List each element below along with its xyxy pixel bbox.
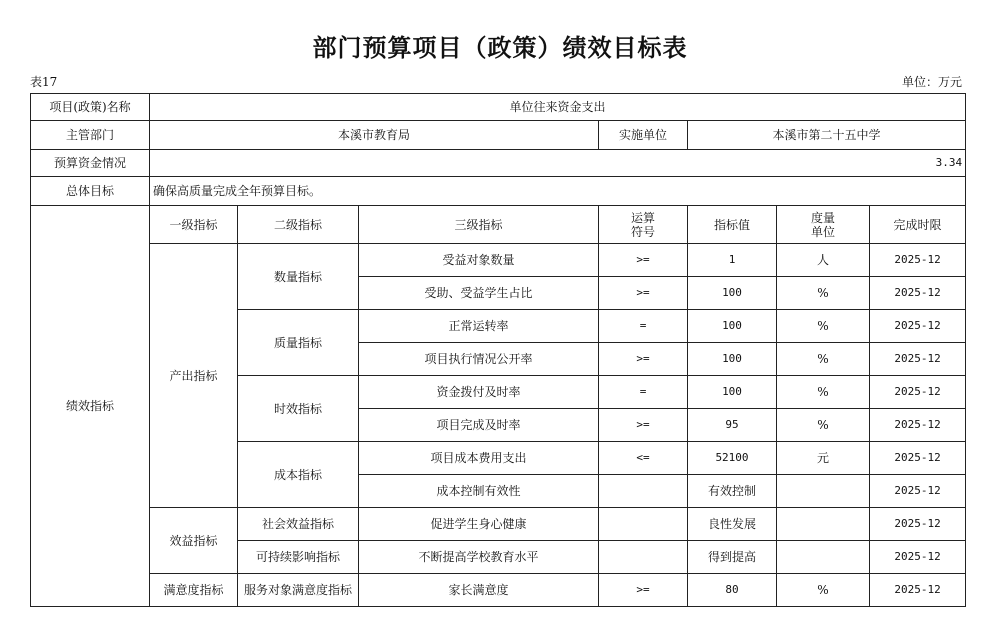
indicator-value: 100 xyxy=(688,277,777,310)
indicator-unit: % xyxy=(777,574,870,607)
indicator-unit: % xyxy=(777,376,870,409)
indicator-value: 52100 xyxy=(688,442,777,475)
project-name-row xyxy=(31,94,966,121)
indicator-name: 受益对象数量 xyxy=(359,244,599,277)
header-unit: 度量单位 xyxy=(777,206,870,244)
performance-table xyxy=(30,93,966,607)
budget-row xyxy=(31,150,966,177)
department-label: 主管部门 xyxy=(31,121,150,150)
indicator-value: 80 xyxy=(688,574,777,607)
indicator-unit: % xyxy=(777,343,870,376)
budget-value: 3.34 xyxy=(150,150,966,177)
level1-output: 产出指标 xyxy=(150,244,238,508)
indicator-row xyxy=(31,244,966,277)
indicator-value: 1 xyxy=(688,244,777,277)
impl-unit-label: 实施单位 xyxy=(599,121,688,150)
indicator-operator: >= xyxy=(599,277,688,310)
indicator-deadline: 2025-12 xyxy=(870,574,966,607)
level2-cost: 成本指标 xyxy=(238,442,359,508)
indicator-deadline: 2025-12 xyxy=(870,343,966,376)
indicator-value: 100 xyxy=(688,343,777,376)
page-title: 部门预算项目（政策）绩效目标表 xyxy=(312,33,688,62)
header-deadline: 完成时限 xyxy=(870,206,966,244)
project-name-value: 单位往来资金支出 xyxy=(150,94,966,121)
level2-sustainable: 可持续影响指标 xyxy=(238,541,359,574)
indicator-unit: 元 xyxy=(777,442,870,475)
level2-quantity: 数量指标 xyxy=(238,244,359,310)
level2-timeliness: 时效指标 xyxy=(238,376,359,442)
section-label: 绩效指标 xyxy=(31,206,150,607)
indicator-row xyxy=(31,508,966,541)
indicator-value: 有效控制 xyxy=(688,475,777,508)
indicator-operator: >= xyxy=(599,244,688,277)
indicator-operator: <= xyxy=(599,442,688,475)
indicator-name: 项目完成及时率 xyxy=(359,409,599,442)
header-level2: 二级指标 xyxy=(238,206,359,244)
indicator-value: 100 xyxy=(688,376,777,409)
goal-label: 总体目标 xyxy=(31,177,150,206)
indicator-operator: = xyxy=(599,310,688,343)
indicator-name: 家长满意度 xyxy=(359,574,599,607)
indicator-operator xyxy=(599,541,688,574)
budget-label: 预算资金情况 xyxy=(31,150,150,177)
indicator-header-row xyxy=(31,206,966,244)
header-level3: 三级指标 xyxy=(359,206,599,244)
indicator-unit xyxy=(777,475,870,508)
indicator-name: 促进学生身心健康 xyxy=(359,508,599,541)
indicator-value: 良性发展 xyxy=(688,508,777,541)
indicator-unit: % xyxy=(777,277,870,310)
indicator-deadline: 2025-12 xyxy=(870,508,966,541)
indicator-deadline: 2025-12 xyxy=(870,376,966,409)
indicator-operator: >= xyxy=(599,409,688,442)
indicator-operator: = xyxy=(599,376,688,409)
department-value: 本溪市教育局 xyxy=(150,121,599,150)
goal-row xyxy=(31,177,966,206)
indicator-name: 不断提高学校教育水平 xyxy=(359,541,599,574)
indicator-name: 成本控制有效性 xyxy=(359,475,599,508)
unit-label: 单位：万元 xyxy=(901,75,962,89)
indicator-deadline: 2025-12 xyxy=(870,442,966,475)
indicator-deadline: 2025-12 xyxy=(870,277,966,310)
table-number: 表17 xyxy=(30,75,58,89)
indicator-row xyxy=(31,574,966,607)
indicator-value: 95 xyxy=(688,409,777,442)
goal-value: 确保高质量完成全年预算目标。 xyxy=(150,177,966,206)
indicator-name: 项目执行情况公开率 xyxy=(359,343,599,376)
indicator-unit xyxy=(777,541,870,574)
indicator-name: 项目成本费用支出 xyxy=(359,442,599,475)
indicator-operator xyxy=(599,508,688,541)
indicator-unit: % xyxy=(777,409,870,442)
indicator-operator xyxy=(599,475,688,508)
indicator-operator: >= xyxy=(599,343,688,376)
indicator-deadline: 2025-12 xyxy=(870,541,966,574)
indicator-unit xyxy=(777,508,870,541)
indicator-value: 得到提高 xyxy=(688,541,777,574)
header-value: 指标值 xyxy=(688,206,777,244)
indicator-deadline: 2025-12 xyxy=(870,310,966,343)
level1-benefit: 效益指标 xyxy=(150,508,238,574)
project-name-label: 项目(政策)名称 xyxy=(31,94,150,121)
level2-service-satisfaction: 服务对象满意度指标 xyxy=(238,574,359,607)
indicator-operator: >= xyxy=(599,574,688,607)
indicator-deadline: 2025-12 xyxy=(870,409,966,442)
indicator-unit: 人 xyxy=(777,244,870,277)
indicator-deadline: 2025-12 xyxy=(870,475,966,508)
indicator-name: 正常运转率 xyxy=(359,310,599,343)
level2-quality: 质量指标 xyxy=(238,310,359,376)
level2-social: 社会效益指标 xyxy=(238,508,359,541)
indicator-name: 受助、受益学生占比 xyxy=(359,277,599,310)
table-body xyxy=(31,94,966,607)
indicator-unit: % xyxy=(777,310,870,343)
indicator-value: 100 xyxy=(688,310,777,343)
impl-unit-value: 本溪市第二十五中学 xyxy=(688,121,966,150)
header-level1: 一级指标 xyxy=(150,206,238,244)
level1-satisfaction: 满意度指标 xyxy=(150,574,238,607)
indicator-name: 资金拨付及时率 xyxy=(359,376,599,409)
indicator-deadline: 2025-12 xyxy=(870,244,966,277)
header-operator: 运算符号 xyxy=(599,206,688,244)
department-row xyxy=(31,121,966,150)
